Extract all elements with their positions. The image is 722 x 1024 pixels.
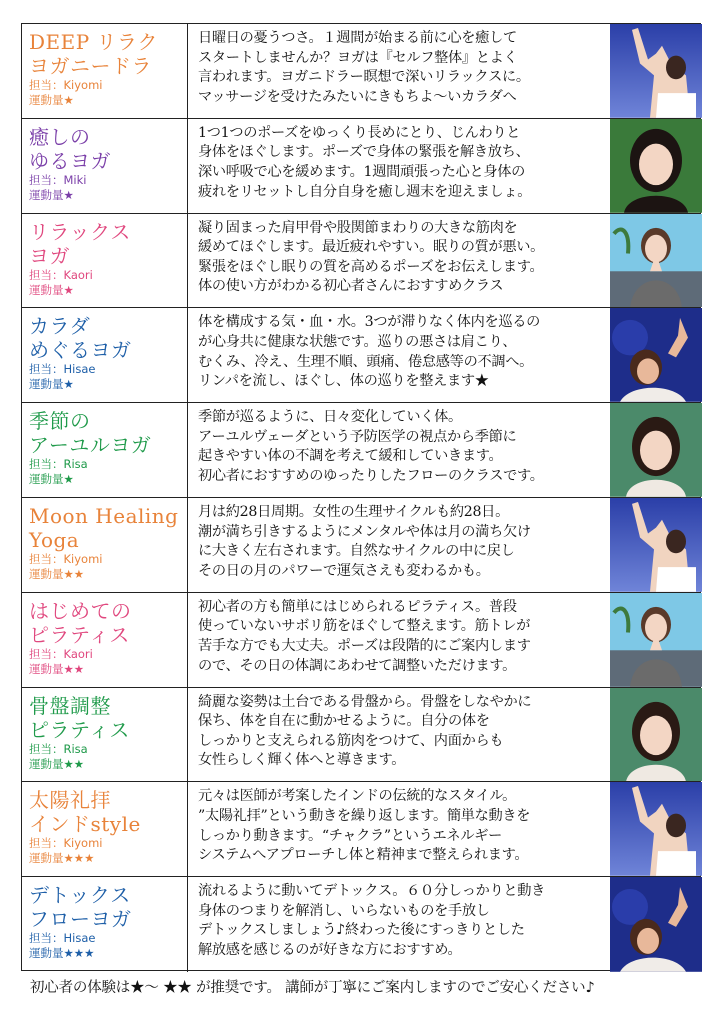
kiyomi-photo <box>610 498 702 592</box>
class-description <box>188 498 610 592</box>
hisae-photo <box>610 877 702 972</box>
description-line: 1つ1つのポーズをゆっくり長めにとり、じんわりと <box>198 124 521 141</box>
description-line: に大きく左右されます。自然なサイクルの中に戻し <box>198 543 515 560</box>
class-row <box>22 688 700 783</box>
description-line: 初心者におすすめのゆったりしたフローのクラスです。 <box>198 467 544 484</box>
class-row <box>22 782 700 877</box>
class-title-line: インドstyle <box>29 812 141 837</box>
class-row <box>22 24 700 119</box>
description-line: 元々は医師が考案したインドの伝統的なスタイル。 <box>198 788 516 805</box>
class-title-line: Moon Healing <box>29 504 179 528</box>
class-description <box>188 782 610 876</box>
description-line: しっかりと支えられる筋肉をつけて、内面からも <box>198 732 504 749</box>
intensity-label: 運動量★★ <box>29 661 85 676</box>
class-title-cell <box>22 214 188 308</box>
intensity-label: 運動量★ <box>29 377 74 392</box>
risa-photo <box>610 403 702 497</box>
description-line: が心身共に健康な状態です。巡りの悪さは肩こり、 <box>198 333 517 350</box>
class-row <box>22 119 700 214</box>
class-title-line: Yoga <box>29 528 80 552</box>
description-line: 体の使い方がわかる初心者さんにおすすめクラス <box>198 278 504 295</box>
description-line: スタートしませんか？ヨガは『セルフ整体』とよく <box>198 49 518 66</box>
instructor-label: 担当：Kiyomi <box>29 552 103 566</box>
class-title-cell <box>22 782 188 876</box>
class-title-line: 骨盤調整 <box>29 693 111 718</box>
instructor-label: 担当：Risa <box>29 741 88 756</box>
description-line: 身体のつまりを解消し、いらないものを手放し <box>198 902 490 919</box>
description-line: デトックスしましょう♪終わった後にすっきりとした <box>198 922 525 939</box>
kiyomi-photo <box>610 782 702 876</box>
class-title-cell <box>22 877 188 972</box>
class-title-cell <box>22 688 188 782</box>
class-title-cell <box>22 498 188 592</box>
class-title-cell <box>22 403 188 497</box>
class-row <box>22 214 700 309</box>
class-title-line: カラダ <box>29 314 91 339</box>
class-row <box>22 498 700 593</box>
class-row <box>22 593 700 688</box>
intensity-label: 運動量★ <box>29 187 74 202</box>
description-line: 保ち、体を自在に動かせるように。自分の体を <box>198 713 490 730</box>
description-line: 解放感を感じるのが好きな方におすすめ。 <box>198 941 462 958</box>
class-row <box>22 877 700 972</box>
class-description <box>188 593 610 687</box>
description-line: その日の月のパワーで運気さえも変わるかも。 <box>198 562 490 579</box>
instructor-label: 担当：Kaori <box>29 267 93 282</box>
risa-photo <box>610 688 702 782</box>
class-title-line: 癒しの <box>29 124 91 149</box>
description-line: 綺麗な姿勢は土台である骨盤から。骨盤をしなやかに <box>198 693 532 710</box>
class-description <box>188 877 610 972</box>
intensity-label: 運動量★★ <box>29 567 85 581</box>
description-line: リンパを流し、ほぐし、体の巡りを整えます★ <box>198 373 489 390</box>
miki-photo <box>610 119 702 213</box>
class-description <box>188 403 610 497</box>
instructor-label: 担当：Hisae <box>29 931 96 946</box>
class-row <box>22 403 700 498</box>
instructor-label: 担当：Kaori <box>29 646 93 661</box>
class-description <box>188 119 610 213</box>
hisae-photo <box>610 308 702 402</box>
description-line: 苦手な方でも大丈夫。ポーズは段階的にご案内します <box>198 637 531 654</box>
class-description <box>188 24 610 118</box>
kiyomi-photo <box>610 24 702 118</box>
description-line: 季節が巡るように、日々変化していく体。 <box>198 409 462 426</box>
class-title-line: ピラティス <box>29 717 130 742</box>
description-line: 緊張をほぐし眠りの質を高めるポーズをお伝えします。 <box>198 258 544 275</box>
instructor-label: 担当：Miki <box>29 172 87 187</box>
class-title-line: ピラティス <box>29 622 130 647</box>
description-line: 使っていないサボリ筋をほぐして整えます。筋トレが <box>198 618 531 635</box>
class-title-line: DEEP リラク <box>29 30 159 54</box>
class-description <box>188 688 610 782</box>
class-title-line: アーユルヨガ <box>29 433 152 458</box>
class-title-cell <box>22 308 188 402</box>
description-line: 女性らしく輝く体へと導きます。 <box>198 752 406 769</box>
kaori-photo <box>610 214 702 308</box>
class-title-cell <box>22 593 188 687</box>
class-row <box>22 308 700 403</box>
description-line: 緩めてほぐします。最近疲れやすい。眠りの質が悪い。 <box>198 239 545 256</box>
description-line: 起きやすい体の不調を考えて緩和していきます。 <box>198 448 503 465</box>
class-title-line: はじめての <box>29 598 132 623</box>
description-line: 深い呼吸で心を緩めます。1週間頑張った心と身体の <box>198 163 526 180</box>
intensity-label: 運動量★★ <box>29 756 85 771</box>
footer-note: 初心者の体験は★〜 ★★ が推奨です。 講師が丁寧にご案内しますのでご安心ください♪ <box>30 980 595 996</box>
class-title-line: ヨガ <box>29 243 70 268</box>
class-title-line: めぐるヨガ <box>29 338 132 363</box>
description-line: ”太陽礼拝”という動きを繰り返します。簡単な動きを <box>198 807 531 824</box>
class-title-line: ゆるヨガ <box>29 148 111 173</box>
intensity-label: 運動量★★★ <box>29 946 95 961</box>
description-line: 体を構成する気・血・水。3つが滞りなく体内を巡るの <box>198 314 541 331</box>
description-line: 日曜日の憂うつさ。１週間が始まる前に心を癒して <box>198 30 517 46</box>
class-description <box>188 214 610 308</box>
instructor-label: 担当：Risa <box>29 457 88 472</box>
instructor-label: 担当：Kiyomi <box>29 836 103 851</box>
description-line: 潮が満ち引きするようにメンタルや体は月の満ち欠け <box>198 523 531 540</box>
description-line: アーユルヴェーダという予防医学の視点から季節に <box>198 428 517 445</box>
class-title-line: 太陽礼拝 <box>29 788 111 813</box>
intensity-label: 運動量★ <box>29 93 74 107</box>
description-line: ので、その日の体調にあわせて調整いただけます。 <box>198 657 516 674</box>
class-title-line: 季節の <box>29 409 91 434</box>
description-line: 凝り固まった肩甲骨や股関節まわりの大きな筋肉を <box>198 219 518 236</box>
instructor-label: 担当：Kiyomi <box>29 78 103 92</box>
description-line: 言われます。ヨガニドラー瞑想で深いリラックスに。 <box>198 69 530 86</box>
intensity-label: 運動量★ <box>29 282 74 297</box>
class-title-line: デトックス <box>29 883 131 908</box>
description-line: システムへアプローチし体と精神まで整えられます。 <box>198 847 529 864</box>
description-line: むくみ、冷え、生理不順、頭痛、倦怠感等の不調へ。 <box>198 353 534 370</box>
class-schedule-table <box>21 23 701 971</box>
intensity-label: 運動量★★★ <box>29 851 95 866</box>
intensity-label: 運動量★ <box>29 472 74 487</box>
kaori-photo <box>610 593 702 687</box>
description-line: しっかり動きます。“チャクラ”というエネルギー <box>198 827 502 844</box>
class-description <box>188 308 610 402</box>
description-line: 流れるように動いてデトックス。６０分しっかりと動き <box>198 883 546 900</box>
description-line: 月は約28日周期。女性の生理サイクルも約28日。 <box>198 504 509 520</box>
class-title-cell <box>22 119 188 213</box>
description-line: 身体をほぐします。ポーズで身体の緊張を解き放ち、 <box>198 144 530 161</box>
class-title-line: ヨガニードラ <box>29 54 152 78</box>
instructor-label: 担当：Hisae <box>29 362 96 377</box>
description-line: マッサージを受けたみたいにきもちよ〜いカラダへ <box>198 88 517 105</box>
description-line: 初心者の方も簡単にはじめられるピラティス。普段 <box>198 598 517 615</box>
class-title-line: フローヨガ <box>29 907 132 932</box>
description-line: 疲れをリセットし自分自身を癒し週末を迎えましょ。 <box>198 183 532 200</box>
class-title-line: リラックス <box>29 219 131 244</box>
class-title-cell <box>22 24 188 118</box>
